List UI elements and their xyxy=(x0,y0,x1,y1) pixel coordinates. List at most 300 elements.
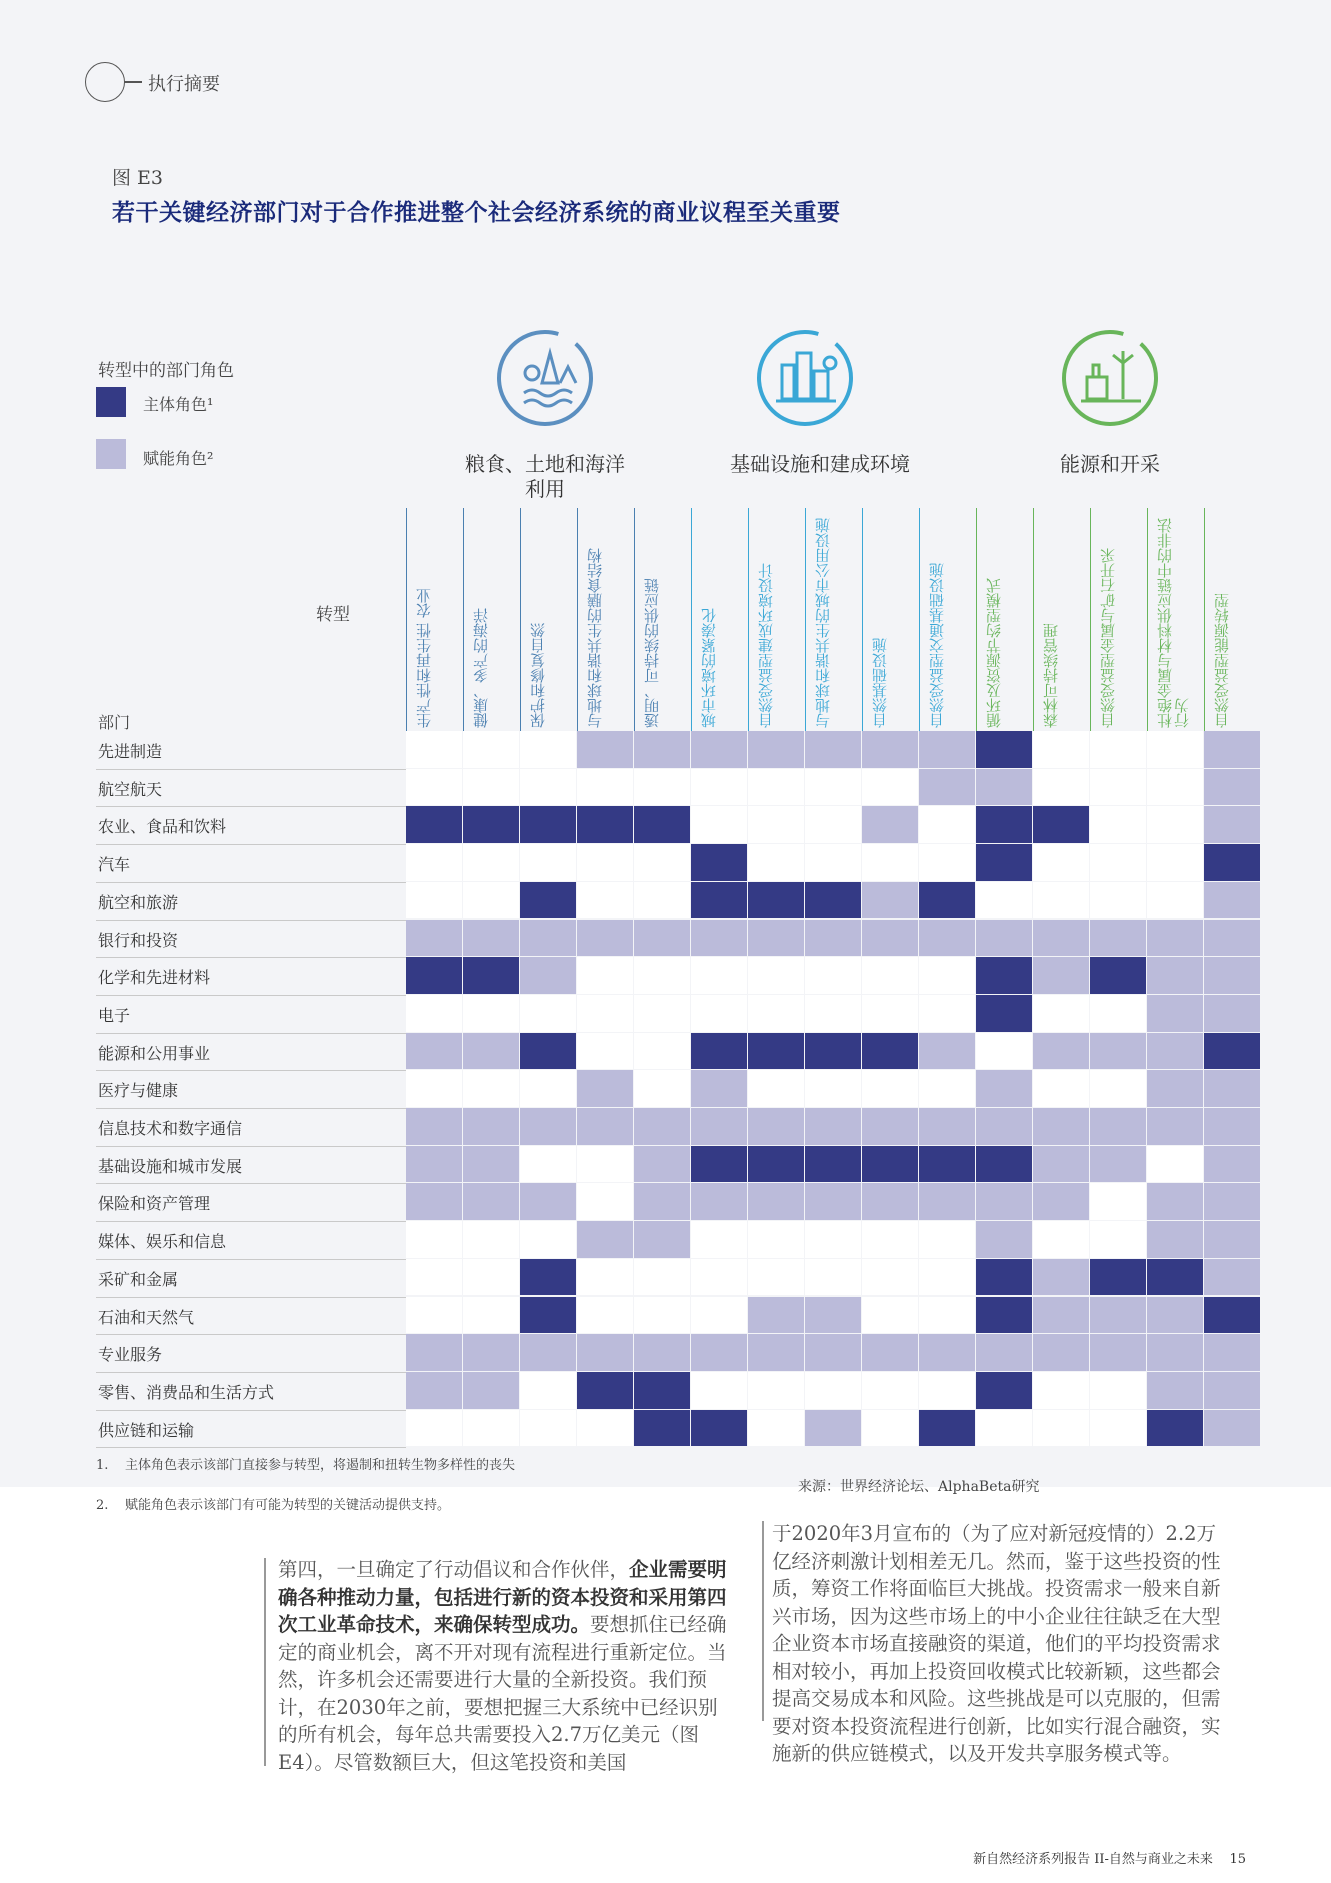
matrix-cell xyxy=(748,769,804,806)
sector-label: 化学和先进材料 xyxy=(98,968,211,988)
row-divider xyxy=(96,844,406,845)
transition-label: 生产性和再生性 农业 xyxy=(415,588,433,728)
matrix-cell xyxy=(691,882,747,919)
matrix-cell xyxy=(748,1372,804,1409)
matrix-cell xyxy=(1090,1259,1146,1296)
row-divider xyxy=(96,1070,406,1071)
matrix-cell xyxy=(463,1108,519,1145)
matrix-cell xyxy=(463,1146,519,1183)
matrix-cell xyxy=(976,1070,1032,1107)
transition-label: 自然受益型金属与矿石开采 xyxy=(1099,548,1117,728)
matrix-cell xyxy=(406,1334,462,1371)
matrix-cell xyxy=(406,769,462,806)
matrix-cell xyxy=(1090,1221,1146,1258)
row-divider xyxy=(96,1334,406,1335)
matrix-cell xyxy=(463,1183,519,1220)
matrix-cell xyxy=(748,1259,804,1296)
matrix-cell xyxy=(577,1146,633,1183)
matrix-cell xyxy=(406,1297,462,1334)
row-divider xyxy=(96,1146,406,1147)
matrix-cell xyxy=(976,1221,1032,1258)
matrix-cell xyxy=(463,920,519,957)
footnote-2: 2. 赋能角色表示该部门有可能为转型的关键活动提供支持。 xyxy=(96,1498,450,1513)
transition-header-0 xyxy=(406,508,463,736)
matrix-cell xyxy=(1033,1070,1089,1107)
matrix-cell xyxy=(1204,1410,1260,1447)
matrix-cell xyxy=(634,1033,690,1070)
matrix-cell xyxy=(1033,1297,1089,1334)
matrix-cell xyxy=(748,1410,804,1447)
matrix-cell xyxy=(406,882,462,919)
matrix-cell xyxy=(1147,1259,1203,1296)
matrix-cell xyxy=(634,1297,690,1334)
transition-header-14 xyxy=(1204,508,1261,736)
matrix-cell xyxy=(805,731,861,768)
matrix-cell xyxy=(520,1297,576,1334)
matrix-cell xyxy=(463,882,519,919)
transition-header-rule xyxy=(577,508,578,736)
transition-header-11 xyxy=(1033,508,1090,736)
transition-header-9 xyxy=(919,508,976,736)
matrix-cell xyxy=(577,844,633,881)
matrix-cell xyxy=(1204,806,1260,843)
transition-header-6 xyxy=(748,508,805,736)
matrix-cell xyxy=(862,995,918,1032)
matrix-cell xyxy=(748,1146,804,1183)
matrix-cell xyxy=(520,1146,576,1183)
matrix-cell xyxy=(634,920,690,957)
sector-label: 航空和旅游 xyxy=(98,892,179,912)
matrix-cell xyxy=(1033,1259,1089,1296)
matrix-cell xyxy=(406,995,462,1032)
matrix-cell xyxy=(1147,1108,1203,1145)
food-land-ocean-icon xyxy=(492,325,598,435)
matrix-cell xyxy=(520,995,576,1032)
matrix-cell xyxy=(691,1070,747,1107)
matrix-cell xyxy=(634,844,690,881)
matrix-cell xyxy=(862,731,918,768)
row-divider xyxy=(96,882,406,883)
matrix-cell xyxy=(1147,995,1203,1032)
matrix-cell xyxy=(691,1297,747,1334)
legend-enabling-label: 赋能角色² xyxy=(143,449,214,468)
matrix-cell xyxy=(520,731,576,768)
matrix-cell xyxy=(1090,1372,1146,1409)
matrix-cell xyxy=(976,995,1032,1032)
matrix-cell xyxy=(577,731,633,768)
matrix-cell xyxy=(1090,844,1146,881)
matrix-cell xyxy=(976,1033,1032,1070)
matrix-cell xyxy=(1204,1183,1260,1220)
matrix-cell xyxy=(1204,957,1260,994)
matrix-cell xyxy=(520,1259,576,1296)
transition-label: 森林可持续管理 xyxy=(1042,623,1060,728)
matrix-cell xyxy=(919,1297,975,1334)
matrix-cell xyxy=(577,957,633,994)
matrix-cell xyxy=(919,1259,975,1296)
matrix-cell xyxy=(862,806,918,843)
matrix-cell xyxy=(805,1372,861,1409)
page-footer: 新自然经济系列报告 II-自然与商业之未来 15 xyxy=(973,1852,1246,1867)
matrix-cell xyxy=(1033,1221,1089,1258)
transition-label: 自然受益型交通基础设施 xyxy=(928,563,946,728)
matrix-cell xyxy=(1090,769,1146,806)
matrix-cell xyxy=(634,882,690,919)
matrix-cell xyxy=(1033,844,1089,881)
matrix-cell xyxy=(1147,1372,1203,1409)
matrix-cell xyxy=(577,1259,633,1296)
matrix-cell xyxy=(577,920,633,957)
matrix-cell xyxy=(976,920,1032,957)
matrix-cell xyxy=(919,882,975,919)
matrix-cell xyxy=(919,1070,975,1107)
matrix-cell xyxy=(919,731,975,768)
matrix-cell xyxy=(406,844,462,881)
matrix-cell xyxy=(1033,882,1089,919)
axis-transition-label: 转型 xyxy=(316,605,350,625)
matrix-cell xyxy=(976,882,1032,919)
transition-header-13 xyxy=(1147,508,1204,736)
body-left-paragraph: 第四，一旦确定了行动倡议和合作伙伴，企业需要明确各种推动力量，包括进行新的资本投资和采用第四次工业革命技术，来确保转型成功。要想抓住已经确定的商业机会，离不开对现有流程进行重新定位。当然，许多机会还需要进行大量的全新投资。我们预计，在2030年之前，要想把握三大系统中已经识别的所有机会，每年总共需要投入2.7万亿美元（图E4）。尽管数额巨大，但这笔投资和美国 xyxy=(278,1558,727,1774)
matrix-cell xyxy=(1033,731,1089,768)
matrix-cell xyxy=(1204,882,1260,919)
matrix-cell xyxy=(520,1070,576,1107)
body-right-paragraph: 于2020年3月宣布的（为了应对新冠疫情的）2.2万亿经济刺激计划相差无几。然而，鉴于这些投资的性质，筹资工作将面临巨大挑战。投资需求一般来自新兴市场，因为这些市场上的中小企业往往缺乏在大型企业资本市场直接融资的渠道，他们的平均投资需求相对较小，再加上投资回收模式比较新颖，这些都会提高交易成本和风险。这些挑战是可以克服的，但需要对资本投资流程进行创新，比如实行混合融资，实施新的供应链模式，以及开发共享服务模式等。 xyxy=(772,1522,1221,1765)
row-divider xyxy=(96,1183,406,1184)
matrix-cell xyxy=(919,957,975,994)
sector-label: 专业服务 xyxy=(98,1345,163,1365)
row-divider xyxy=(96,1221,406,1222)
matrix-cell xyxy=(577,1221,633,1258)
right-column-rule xyxy=(762,1521,764,1721)
matrix-cell xyxy=(463,844,519,881)
transition-header-rule xyxy=(862,508,863,736)
matrix-cell xyxy=(976,1334,1032,1371)
matrix-cell xyxy=(862,1410,918,1447)
group-label-food: 粮食、土地和海洋利用 xyxy=(465,452,625,501)
matrix-cell xyxy=(1147,1297,1203,1334)
matrix-cell xyxy=(463,769,519,806)
matrix-cell xyxy=(463,1410,519,1447)
transition-header-rule xyxy=(520,508,521,736)
matrix-cell xyxy=(919,1372,975,1409)
matrix-cell xyxy=(691,731,747,768)
transition-label: 自然受益型建成环境设计 xyxy=(757,563,775,728)
matrix-cell xyxy=(919,769,975,806)
matrix-cell xyxy=(919,1146,975,1183)
matrix-cell xyxy=(1147,1334,1203,1371)
matrix-cell xyxy=(748,1297,804,1334)
matrix-cell xyxy=(748,1033,804,1070)
matrix-cell xyxy=(520,1334,576,1371)
transition-header-rule xyxy=(919,508,920,736)
matrix-cell xyxy=(1090,920,1146,957)
row-divider xyxy=(96,1410,406,1411)
transition-header-7 xyxy=(805,508,862,736)
legend-primary-label: 主体角色¹ xyxy=(143,395,214,414)
matrix-cell xyxy=(919,1410,975,1447)
page-number: 15 xyxy=(1229,1852,1246,1867)
sector-label: 保险和资产管理 xyxy=(98,1194,211,1214)
matrix-cell xyxy=(862,769,918,806)
matrix-cell xyxy=(1204,769,1260,806)
matrix-cell xyxy=(463,995,519,1032)
sector-label: 航空航天 xyxy=(98,779,163,799)
matrix-cell xyxy=(1147,1183,1203,1220)
matrix-cell xyxy=(691,1033,747,1070)
matrix-cell xyxy=(577,1297,633,1334)
transition-header-rule xyxy=(406,508,407,736)
matrix-cell xyxy=(976,1146,1032,1183)
transition-header-4 xyxy=(634,508,691,736)
matrix-cell xyxy=(577,882,633,919)
matrix-cell xyxy=(976,1108,1032,1145)
transition-header-2 xyxy=(520,508,577,736)
matrix-cell xyxy=(406,1221,462,1258)
sector-label: 供应链和运输 xyxy=(98,1420,195,1440)
matrix-cell xyxy=(1033,1033,1089,1070)
matrix-cell xyxy=(805,995,861,1032)
transition-label: 自然基础设施 xyxy=(871,638,889,728)
matrix-cell xyxy=(1204,1070,1260,1107)
energy-extraction-icon xyxy=(1057,325,1163,435)
matrix-cell xyxy=(1090,995,1146,1032)
matrix-cell xyxy=(1033,1372,1089,1409)
row-divider xyxy=(96,995,406,996)
infrastructure-icon xyxy=(752,325,858,435)
row-divider xyxy=(96,1372,406,1373)
matrix-cell xyxy=(1147,844,1203,881)
matrix-cell xyxy=(748,731,804,768)
matrix-cell xyxy=(1033,1334,1089,1371)
matrix-cell xyxy=(976,769,1032,806)
matrix-cell xyxy=(520,920,576,957)
sector-label: 汽车 xyxy=(98,855,131,875)
matrix-cell xyxy=(463,1070,519,1107)
matrix-cell xyxy=(1090,1297,1146,1334)
matrix-cell xyxy=(1204,1146,1260,1183)
matrix-cell xyxy=(805,920,861,957)
matrix-cell xyxy=(520,806,576,843)
matrix-cell xyxy=(919,1334,975,1371)
matrix-cell xyxy=(691,1372,747,1409)
left-column-rule xyxy=(264,1558,266,1766)
matrix-cell xyxy=(520,1410,576,1447)
matrix-cell xyxy=(463,957,519,994)
matrix-cell xyxy=(691,920,747,957)
matrix-cell xyxy=(862,1259,918,1296)
row-divider xyxy=(96,1033,406,1034)
matrix-cell xyxy=(976,957,1032,994)
matrix-cell xyxy=(748,1334,804,1371)
matrix-cell xyxy=(1204,1334,1260,1371)
group-label-infrastructure: 基础设施和建成环境 xyxy=(730,452,910,476)
matrix-cell xyxy=(634,995,690,1032)
section-marker-circle xyxy=(85,62,125,102)
matrix-cell xyxy=(805,1108,861,1145)
matrix-cell xyxy=(862,957,918,994)
matrix-cell xyxy=(577,995,633,1032)
row-divider xyxy=(96,920,406,921)
matrix-cell xyxy=(520,1108,576,1145)
matrix-cell xyxy=(862,882,918,919)
transition-header-5 xyxy=(691,508,748,736)
sector-label: 采矿和金属 xyxy=(98,1269,179,1289)
matrix-cell xyxy=(748,1070,804,1107)
matrix-cell xyxy=(406,731,462,768)
matrix-cell xyxy=(976,1410,1032,1447)
transition-label: 循环及资源节约型模式 xyxy=(985,578,1003,728)
matrix-cell xyxy=(1147,920,1203,957)
transition-header-rule xyxy=(634,508,635,736)
matrix-cell xyxy=(805,1033,861,1070)
matrix-cell xyxy=(406,920,462,957)
section-marker-line xyxy=(124,81,142,83)
matrix-cell xyxy=(463,731,519,768)
matrix-cell xyxy=(520,1183,576,1220)
matrix-cell xyxy=(406,1070,462,1107)
matrix-cell xyxy=(691,1259,747,1296)
matrix-cell xyxy=(1090,731,1146,768)
matrix-cell xyxy=(1147,882,1203,919)
matrix-cell xyxy=(577,806,633,843)
row-divider xyxy=(96,769,406,770)
transition-header-rule xyxy=(805,508,806,736)
matrix-cell xyxy=(577,1183,633,1220)
matrix-cell xyxy=(748,1108,804,1145)
matrix-cell xyxy=(691,806,747,843)
matrix-cell xyxy=(1033,957,1089,994)
axis-sector-label: 部门 xyxy=(98,713,131,732)
matrix-cell xyxy=(748,882,804,919)
matrix-cell xyxy=(634,1410,690,1447)
matrix-cell xyxy=(634,1221,690,1258)
figure-number: 图 E3 xyxy=(112,167,163,189)
matrix-cell xyxy=(1204,1108,1260,1145)
sector-label: 能源和公用事业 xyxy=(98,1043,211,1063)
transition-label: 自然受益型能源转型 xyxy=(1213,593,1231,728)
matrix-cell xyxy=(1147,806,1203,843)
matrix-cell xyxy=(1033,1108,1089,1145)
matrix-cell xyxy=(406,806,462,843)
matrix-cell xyxy=(1204,1221,1260,1258)
figure-source: 来源：世界经济论坛、AlphaBeta研究 xyxy=(798,1479,1040,1495)
matrix-cell xyxy=(691,957,747,994)
matrix-cell xyxy=(406,1410,462,1447)
matrix-cell xyxy=(919,1033,975,1070)
matrix-cell xyxy=(577,1410,633,1447)
matrix-cell xyxy=(691,1183,747,1220)
transition-header-rule xyxy=(1147,508,1148,736)
matrix-cell xyxy=(1204,1297,1260,1334)
matrix-cell xyxy=(691,1221,747,1258)
matrix-cell xyxy=(805,1259,861,1296)
matrix-cell xyxy=(577,1033,633,1070)
transition-header-3 xyxy=(577,508,634,736)
matrix-cell xyxy=(406,1146,462,1183)
transition-header-1 xyxy=(463,508,520,736)
matrix-cell xyxy=(1033,995,1089,1032)
matrix-cell xyxy=(805,1410,861,1447)
matrix-cell xyxy=(520,882,576,919)
matrix-cell xyxy=(1204,920,1260,957)
row-divider xyxy=(96,1297,406,1298)
row-divider xyxy=(96,1447,406,1448)
matrix-cell xyxy=(805,806,861,843)
matrix-cell xyxy=(1204,995,1260,1032)
matrix-cell xyxy=(406,1033,462,1070)
matrix-cell xyxy=(805,1146,861,1183)
matrix-cell xyxy=(1090,1070,1146,1107)
matrix-cell xyxy=(634,731,690,768)
row-divider xyxy=(96,1108,406,1109)
matrix-cell xyxy=(634,957,690,994)
figure-title: 若干关键经济部门对于合作推进整个社会经济系统的商业议程至关重要 xyxy=(112,199,841,226)
matrix-cell xyxy=(634,1183,690,1220)
transition-header-rule xyxy=(1090,508,1091,736)
matrix-cell xyxy=(748,1221,804,1258)
matrix-cell xyxy=(1204,731,1260,768)
matrix-cell xyxy=(748,957,804,994)
matrix-cell xyxy=(805,1334,861,1371)
matrix-cell xyxy=(634,1372,690,1409)
matrix-cell xyxy=(805,844,861,881)
matrix-cell xyxy=(748,920,804,957)
matrix-cell xyxy=(862,1183,918,1220)
matrix-cell xyxy=(805,769,861,806)
matrix-cell xyxy=(634,769,690,806)
matrix-cell xyxy=(463,1334,519,1371)
matrix-cell xyxy=(862,844,918,881)
legend-enabling-swatch xyxy=(96,439,126,469)
matrix-cell xyxy=(976,1297,1032,1334)
matrix-cell xyxy=(634,806,690,843)
transition-header-rule xyxy=(691,508,692,736)
matrix-cell xyxy=(1090,806,1146,843)
matrix-cell xyxy=(1147,769,1203,806)
matrix-cell xyxy=(748,995,804,1032)
matrix-cell xyxy=(463,1259,519,1296)
transition-header-12 xyxy=(1090,508,1147,736)
transition-label: 与地球和谐共生的膳食结构 xyxy=(586,548,604,728)
matrix-cell xyxy=(862,1070,918,1107)
matrix-cell xyxy=(463,1033,519,1070)
sector-label: 信息技术和数字通信 xyxy=(98,1119,243,1138)
matrix-cell xyxy=(406,957,462,994)
row-divider xyxy=(96,957,406,958)
matrix-cell xyxy=(406,1372,462,1409)
matrix-cell xyxy=(691,769,747,806)
matrix-cell xyxy=(1147,1146,1203,1183)
matrix-cell xyxy=(1033,1183,1089,1220)
matrix-cell xyxy=(1147,731,1203,768)
matrix-cell xyxy=(805,882,861,919)
matrix-cell xyxy=(976,731,1032,768)
matrix-cell xyxy=(1204,1259,1260,1296)
sector-label: 银行和投资 xyxy=(98,930,179,950)
matrix-cell xyxy=(1147,1410,1203,1447)
matrix-cell xyxy=(1147,1033,1203,1070)
sector-label: 媒体、娱乐和信息 xyxy=(98,1232,227,1252)
transition-header-8 xyxy=(862,508,919,736)
matrix-cell xyxy=(976,1259,1032,1296)
transition-header-rule xyxy=(463,508,464,736)
matrix-cell xyxy=(634,1108,690,1145)
transition-header-rule xyxy=(1033,508,1034,736)
sector-label: 电子 xyxy=(98,1005,131,1025)
section-title: 执行摘要 xyxy=(148,74,220,95)
matrix-cell xyxy=(691,995,747,1032)
